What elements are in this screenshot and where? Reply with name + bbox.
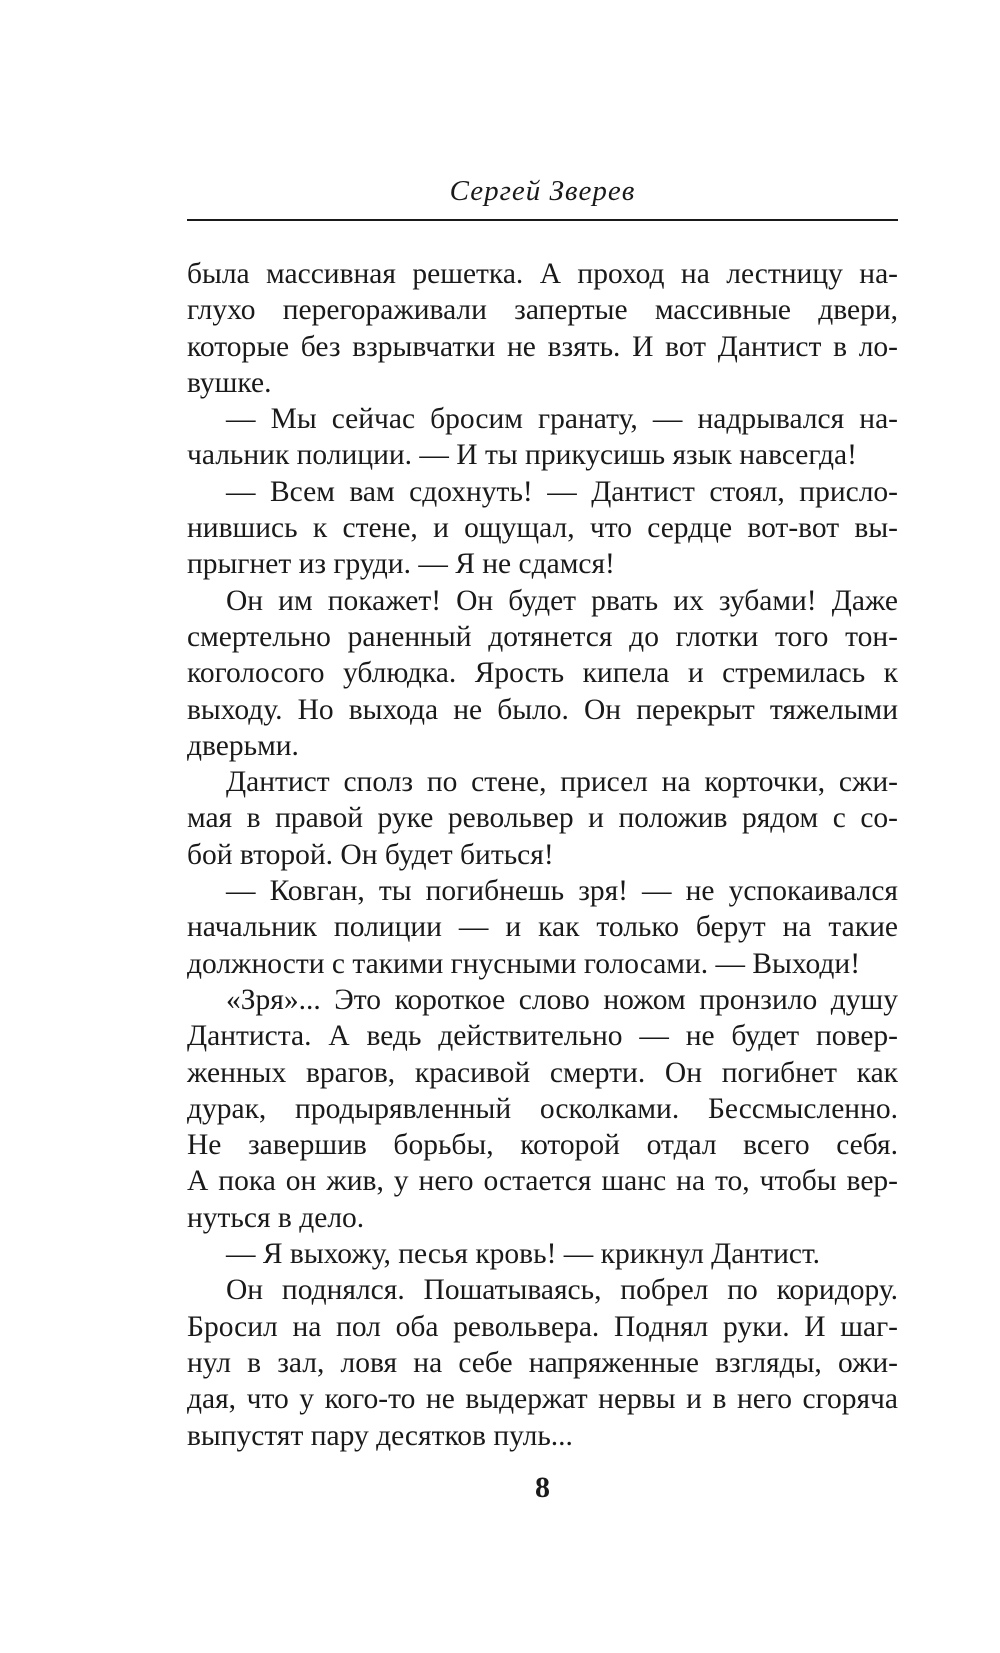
text-line: нившись к стене, и ощущал, что сердце вот-вот вы- [187, 512, 898, 545]
text-line: Дантист сполз по стене, присел на корточки, сжи- [226, 766, 898, 799]
text-line: выпустят пару десятков пуль... [187, 1419, 573, 1452]
text-line: нуться в дело. [187, 1201, 365, 1234]
header-rule [187, 219, 898, 221]
text-line: — Всем вам сдохнуть! — Дантист стоял, присло- [226, 475, 898, 508]
text-line: дая, что у кого-то не выдержат нервы и в него сгоряча [187, 1383, 898, 1416]
running-title: Сергей Зверев [449, 175, 636, 207]
text-line: — Мы сейчас бросим гранату, — надрывался на- [226, 403, 898, 436]
text-line: смертельно раненный дотянется до глотки того тон- [187, 620, 898, 653]
text-line: нул в зал, ловя на себе напряженные взгляды, ожи- [187, 1346, 898, 1379]
text-line: Дантиста. А ведь действительно — не будет повер- [187, 1020, 898, 1053]
text-line: прыгнет из груди. — Я не сдамся! [187, 548, 615, 581]
text-line: Не завершив борьбы, которой отдал всего себя. [187, 1129, 898, 1162]
text-line: — Ковган, ты погибнешь зря! — не успокаивался [226, 875, 898, 908]
page-number: 8 [535, 1471, 550, 1504]
text-line: Он поднялся. Пошатываясь, побрел по коридору. [226, 1274, 898, 1307]
text-line: — Я выхожу, песья кровь! — крикнул Дантист. [226, 1238, 821, 1271]
text-line: мая в правой руке револьвер и положив рядом с со- [187, 802, 898, 835]
text-line: дверьми. [187, 729, 299, 762]
text-line: Бросил на пол оба револьвера. Поднял руки. И шаг- [187, 1310, 898, 1343]
text-line: А пока он жив, у него остается шанс на то, чтобы вер- [187, 1165, 898, 1198]
text-line: должности с такими гнусными голосами. — Выходи! [187, 947, 861, 980]
text-line: «Зря»... Это короткое слово ножом пронзило душу [226, 983, 898, 1016]
text-line: коголосого ублюдка. Ярость кипела и стремилась к [187, 657, 898, 690]
text-line: которые без взрывчатки не взять. И вот Дантист в ло- [187, 330, 898, 363]
text-line: глухо перегораживали запертые массивные двери, [187, 294, 898, 327]
text-line: была массивная решетка. А проход на лестницу на- [187, 258, 898, 290]
text-line: чальник полиции. — И ты прикусишь язык навсегда! [187, 439, 857, 472]
text-line: начальник полиции — и как только берут на такие [187, 911, 898, 944]
text-line: бой второй. Он будет биться! [187, 838, 554, 871]
page-body [187, 256, 898, 1454]
text-line: дурак, продырявленный осколками. Бессмысленно. [187, 1092, 898, 1125]
text-line: женных врагов, красивой смерти. Он погибнет как [187, 1056, 898, 1089]
text-line: выходу. Но выхода не было. Он перекрыт тяжелыми [187, 693, 898, 726]
text-line: Он им покажет! Он будет рвать их зубами! Даже [226, 584, 898, 617]
text-line: вушке. [187, 366, 272, 399]
